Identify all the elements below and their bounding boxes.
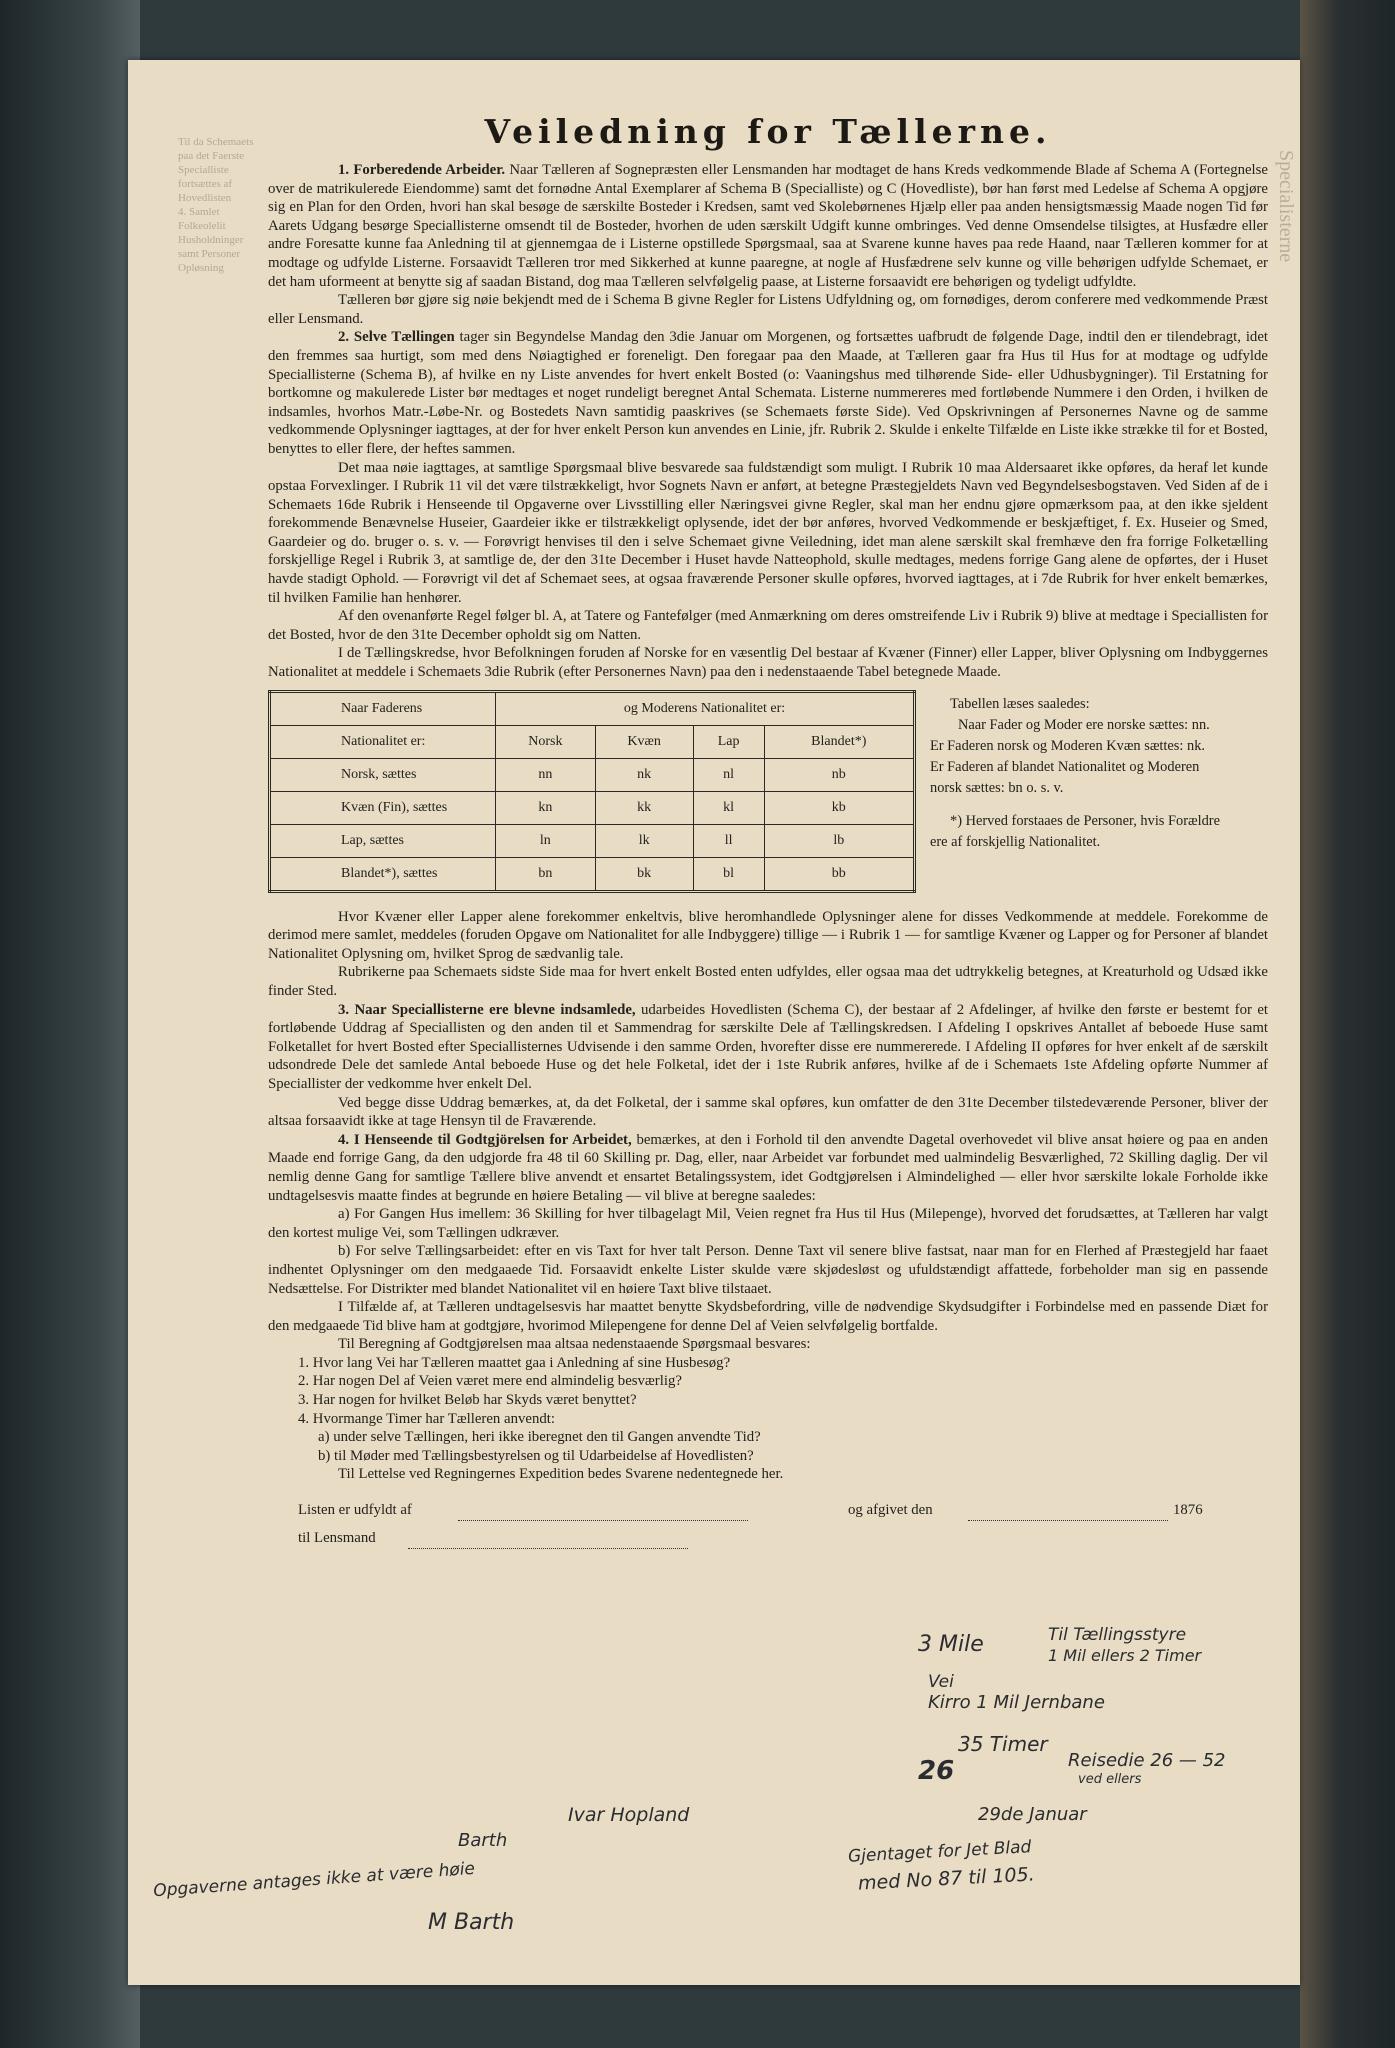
row-label: Kvæn (Fin), sættes: [270, 791, 496, 824]
paragraph-text: Tælleren bør gjøre sig nøie bekjendt med de i Schema B givne Regler for Listens Udfyldning og, om fornødiges, derom conferere med vedkommende Præst eller Lensmand.: [268, 292, 1268, 327]
nationality-table: [268, 690, 916, 893]
document-page: [128, 60, 1300, 1985]
nationality-table-section: [268, 690, 1268, 900]
paragraph-text: Af den ovenanførte Regel følger bl. A, at Tatere og Fantefølger (med Anmærkning om deres omstreifende Liv i Rubrik 9) blive at medtage i Speciallisten for det Bosted, hvor de den 31te December opholdt sig om Natten.: [268, 608, 1268, 643]
question-item: 4. Hvormange Timer har Tælleren anvendt:: [298, 1410, 555, 1427]
filled-by-label: Listen er udfyldt af: [298, 1502, 412, 1519]
table-cell: bk: [595, 857, 693, 891]
table-cell: nl: [693, 758, 764, 791]
table-row: [270, 758, 915, 791]
year: 1876: [1173, 1502, 1203, 1519]
row-label: Blandet*), sættes: [270, 857, 496, 891]
paragraph: [268, 1298, 1268, 1335]
paragraph: [268, 1205, 1268, 1242]
page-title: Veiledning for Tællerne.: [484, 112, 1052, 151]
handwritten-remark-right-2: med No 87 til 105.: [857, 1863, 1036, 1895]
paragraph: [268, 1001, 1268, 1094]
table-cell: bb: [764, 857, 914, 891]
row-label: Lap, sættes: [270, 824, 496, 857]
row-label: Norsk, sættes: [270, 758, 496, 791]
lensmand-label: til Lensmand: [298, 1530, 376, 1547]
paragraph-heading: 3. Naar Speciallisterne ere blevne indsamlede,: [338, 1001, 636, 1018]
paragraph-text: I de Tællingskredse, hvor Befolkningen foruden af Norske for en væsentlig Del bestaar af Kvæner (Finner) eller Lapper, bliver Oplysning om Indbyggernes Nationalitet at meddele i Schemaets 3die Rubrik (efter Personernes Navn) paa den i nedenstaaende Tabel betegnede Maade.: [268, 645, 1268, 681]
lensmand-line: [268, 1526, 1268, 1554]
paragraph: [268, 908, 1268, 964]
table-header-father-2: Nationalitet er:: [270, 725, 496, 758]
handwritten-lensmand: Barth: [458, 1830, 508, 1851]
table-cell: ll: [693, 824, 764, 857]
paragraph-text: Ved begge disse Uddrag bemærkes, at, da det Folketal, der i samme skal opføres, kun omfatter de den 31te December tilstedeværende Personer, bliver der altsaa forsaavidt ikke at tage Hensyn til de Fraværende.: [268, 1094, 1268, 1130]
bleed-through-line: Folkeolelit: [178, 220, 226, 232]
paragraph-text: a) For Gangen Hus imellem: 36 Skilling for hver tilbagelagt Mil, Veien regnet fra Hus til Hus (Milepenge), hvorved det forudsættes, at Tælleren har valgt den kortest mulige Vei, som Tællingen udkræver.: [268, 1206, 1268, 1241]
handwritten-q1-note: Til Tællingsstyre: [1048, 1625, 1187, 1645]
paragraph-heading: 2. Selve Tællingen: [338, 329, 455, 346]
paragraph: [268, 291, 1268, 328]
questions-block: [268, 1335, 1268, 1484]
table-cell: kb: [764, 791, 914, 824]
table-cell: kn: [496, 791, 596, 824]
table-footnote: *) Herved forstaaes de Personer, hvis Forældre ere af forskjellig Nationalitet.: [930, 812, 1220, 850]
handwritten-remark-left: Opgaverne antages ikke at være høie: [152, 1858, 476, 1902]
question-subitem: a) under selve Tællingen, heri ikke iberegnet den til Gangen anvendte Tid?: [318, 1429, 761, 1446]
handwritten-signature: M Barth: [428, 1910, 515, 1935]
paragraph-heading: 4. I Henseende til Godtgjörelsen for Arbeidet,: [338, 1131, 632, 1148]
instructions-part1: [268, 161, 1268, 682]
table-cell: lk: [595, 824, 693, 857]
handwritten-enumerator-name: Ivar Hopland: [568, 1804, 690, 1826]
paragraph-text: Det maa nøie iagttages, at samtlige Spørgsmaal blive besvarede saa fuldstændigt som muligt. I Rubrik 10 maa Aldersaaret ikke opføres, da heraf let kunde opstaa Forvexlinger. I Rubrik 11 vil det være tilstrækkeligt, hvor Sognets Navn er anført, at betegne Præstegjeldets Navn ved Begyndelsesbogstaven. Ved Siden af de i Schemaets 16de Rubrik i Henseende til Opgaverne over Livsstilling eller Næringsvei givne Regler, skal man her endnu gjøre opmærksom paa, at den ikke sjeldent forekommende Benævnelse Huseier, Gaardeier ikke er tilstrækkeligt oplysende, idet der bør anføres, hvorved Vedkommende er beskjæftiget, f. Ex. Huseier og Smed, Gaardeier og do. bruger o. s. v. — Forøvrigt henvises til den i selve Schemaet givne Veiledning, idet man alene særskilt skal fremhæve den fra forrige Folketælling forskjellige Regel i Rubrik 3, at samtlige de, der den 31te December i Huset havde Natteophold, skulle medtages, medens forrige Gang alene de opførtes, der i Huset havde stadigt Ophold. — Forøvrigt vil det af Schemaet sees, at ogsaa fraværende Personer skulle opføres, hvorved iagttages, at i 7de Rubrik for hver enkelt bemærkes, til hvilken Familie han henhører.: [268, 459, 1268, 606]
paragraph-heading: 1. Forberedende Arbeider.: [338, 162, 506, 178]
question-subitem: b) til Møder med Tællingsbestyrelsen og til Udarbeidelse af Hovedlisten?: [318, 1447, 754, 1464]
bleed-through-right: Specialisterne: [1275, 150, 1297, 263]
table-col-header: Lap: [693, 725, 764, 758]
paragraph: [268, 644, 1268, 681]
submitted-label: og afgivet den: [848, 1502, 933, 1519]
scanner-shadow-left: [0, 0, 140, 2048]
table-cell: bl: [693, 857, 764, 891]
paragraph-text: Rubrikerne paa Schemaets sidste Side maa for hvert enkelt Bosted enten udfyldes, eller ogsaa maa det udtrykkelig betegnes, at Kreaturhold og Udsæd ikke finder Sted.: [268, 964, 1268, 999]
paragraph: [268, 607, 1268, 644]
bleed-through-line: Opløsning: [178, 262, 224, 274]
question-item: 2. Har nogen Del af Veien været mere end almindelig besværlig?: [298, 1373, 682, 1390]
table-cell: kl: [693, 791, 764, 824]
table-header-mother: og Moderens Nationalitet er:: [496, 691, 915, 725]
paragraph: [268, 963, 1268, 1000]
paragraph-text: bemærkes, at den i Forhold til den anvendte Dagetal overhovedet vil blive ansat høiere og paa en anden Maade end forrige Gang, da den udgjorde fra 48 til 60 Skilling pr. Dag, eller, naar Arbeidet var forbundet med ualmindelig Besværlighed, 72 Skilling daglig. Der vil nemlig denne Gang for samtlige Tællere blive anvendt et ensartet Betalingssystem, idet Godtgjørelsen i Almindelighed — eller hvor særskilte lokale Forholde ikke undtagelsesvis maatte findes at begrunde en høiere Betaling — vil blive at beregne saaledes:: [268, 1131, 1268, 1204]
table-cell: ln: [496, 824, 596, 857]
table-cell: nn: [496, 758, 596, 791]
table-row: [270, 824, 915, 857]
paragraph-text: Hvor Kvæner eller Lapper alene forekommer enkeltvis, blive heromhandlede Oplysninger alene for disses Vedkommende at meddele. Forekomme de derimod mere samlet, meddeles (foruden Opgave om Nationalitet for alle Indbyggere) tillige — i Rubrik 1 — for samtlige Kvæner og Lapper og for Personer af blandet Nationalitet Oplysning om, hvilket Sprog de sædvanlig tale.: [268, 908, 1268, 962]
paragraph: [268, 1094, 1268, 1131]
paragraph: [268, 161, 1268, 291]
table-col-header: Norsk: [496, 725, 596, 758]
paragraph-text: I Tilfælde af, at Tælleren undtagelsesvis har maattet benytte Skydsbefordring, ville de nødvendige Skydsudgifter i Forbindelse med en passende Diæt for den medgaaede Tid blive ham at godtgjøre, hvorimod Milepengene for denne Del af Veien selvfølgelig bortfalde.: [268, 1299, 1268, 1334]
paragraph: [268, 1131, 1268, 1205]
table-row: [270, 791, 915, 824]
instructions-part2: [268, 908, 1268, 1336]
paragraph: [268, 459, 1268, 608]
table-note-head: Tabellen læses saaledes:: [950, 695, 1090, 712]
table-col-header: Blandet*): [764, 725, 914, 758]
bleed-through-line: Husholdninger: [178, 234, 244, 246]
paragraph-text: Naar Tælleren af Sognepræsten eller Lensmanden har modtaget de hans Kreds vedkommende Blade af Schema A (Fortegnelse over de matrikulerede Eiendomme) samt det fornødne Antal Exemplarer af Schema B (Specialliste) og C (Hovedliste), bør han først med Ledelse af Schema A opgjøre sig en Plan for den Orden, hvori han skal besøge de særskilte Bosteder i Kredsen, samt ved Skolebørnenes Hjælp eller paa anden hensigtsmæssig Maade nogen Tid før Aarets Udgang besørge Speciallisterne omsendt til de Bosteder, hvorhen de uden særskilt Udgift kunne ombringes. Ved denne Omsendelse tilsigtes, at Husfædre eller andre Foresatte kunne faa Anledning til at gjennemgaa de i Listerne opstillede Spørgsmaal, saa at Svarene kunne haves paa rede Haand, naar Tælleren kommer for at modtage og udfylde Listerne. Forsaavidt Tælleren tror med Sikkerhed at kunne paaregne, at nogle af Husfædrene selv kunne og ville behørigen udfylde Schemaet, er det ham uformeent at benytte sig af saadan Bistand, dog maa Tælleren selvfølgelig paase, at Listerne forsaavidt ere behørigen og tydeligt udfyldte.: [268, 162, 1268, 290]
table-cell: bn: [496, 857, 596, 891]
table-note-body: Naar Fader og Moder ere norske sættes: nn. Er Faderen norsk og Moderen Kvæn sættes: nk. Er Faderen af blandet Nationalitet og Moderen norsk sættes: bn o. s. v.: [930, 716, 1210, 796]
table-row: [270, 857, 915, 891]
paragraph-text: udarbeides Hovedlisten (Schema C), der bestaar af 2 Afdelinger, af hvilke den første er bestemt for et fortløbende Uddrag af Speciallisten og den anden til et Sammendrag for særskilte Dele af Tællingskredsen. I Afdeling I opskrives Antallet af beboede Huse samt Folketallet for hvert Bosted efter Speciallisternes Udvisende i den samme Orden, hvorefter disse ere nummererede. I Afdeling II opføres for hver enkelt af de særskilt udsondrede Dele det samlede Antal beboede Huse og det hele Folketal, idet der i 1ste Rubrik anføres, hvilke af de i Schemaets 1ste Afdeling opførte Nummer af Speciallister der vedkomme hver enkelt Del.: [268, 1001, 1268, 1092]
handwritten-q4b-note: Reisedie 26 — 52: [1068, 1750, 1226, 1771]
handwritten-q4a-answer: 26: [918, 1756, 955, 1786]
table-header-father: Naar Faderens: [270, 691, 496, 725]
bleed-through-line: 4. Samlet: [178, 206, 220, 218]
bleed-through-line: Til da Schemaets: [178, 136, 254, 148]
handwritten-q1-answer: 3 Mile: [918, 1632, 984, 1657]
bleed-through-line: fortsættes af: [178, 178, 233, 190]
table-explanation: [930, 694, 1220, 853]
bleed-through-left: [178, 135, 258, 275]
handwritten-q3-answer: Kirro 1 Mil Jernbane: [928, 1692, 1105, 1713]
page-content: [268, 112, 1268, 1554]
paragraph: [268, 1242, 1268, 1298]
bleed-through-line: Hovedlisten: [178, 192, 232, 204]
scanner-shadow-right: [1300, 0, 1395, 2048]
handwritten-date: 29de Januar: [978, 1804, 1087, 1825]
paragraph: [268, 328, 1268, 458]
bleed-through-line: Specialliste: [178, 164, 229, 176]
question-item: 3. Har nogen for hvilket Beløb har Skyds været benyttet?: [298, 1392, 637, 1409]
handwritten-q4b-note2: ved ellers: [1078, 1772, 1142, 1787]
bleed-through-line: paa det Faerste: [178, 150, 244, 162]
handwritten-q2-answer: Vei: [928, 1672, 954, 1692]
paragraph-text: tager sin Begyndelse Mandag den 3die Januar om Morgenen, og fortsættes uafbrudt de følgende Dage, indtil den er tilendebragt, idet den fremmes saa hurtigt, som med dens Nøiagtighed er foreneligt. Den foregaar paa den Maade, at Tælleren gaar fra Hus til Hus for at modtage og udfylde Speciallisterne (Schema B), af hvilke en ny Liste anvendes for hvert enkelt Bosted (o: Vaaningshus med tilhørende Side- eller Udhusbygninger). Til Erstatning for bortkomne og makulerede Lister bør medtages et noget rundeligt beregnet Antal Schemata. Listerne nummereres med fortløbende Nummere i den Orden, i hvilken de indsamles, hvorhos Matr.-Løbe-Nr. og Bostedets Navn samtidig paaskrives (se Schemaets første Side). Ved Opskrivningen af Personernes Navne og de samme vedkommende Oplysninger iagttages, at der for hver enkelt Person kun anvendes en Linie, jfr. Rubrik 2. Skulde i enkelte Tilfælde en Liste ikke strække til for et Bosted, benyttes to eller flere, der heftes sammen.: [268, 329, 1269, 457]
table-cell: lb: [764, 824, 914, 857]
handwritten-q4-answer: 35 Timer: [958, 1732, 1048, 1756]
bleed-through-line: samt Personer: [178, 248, 241, 260]
table-col-header: Kvæn: [595, 725, 693, 758]
paragraph-text: b) For selve Tællingsarbeidet: efter en vis Taxt for hver talt Person. Denne Taxt vil senere blive fastsat, naar man for en Flerhed af Præstegjeld har faaet indhentet Oplysninger om den medgaaede Tid. Forsaavidt enkelte Lister skulde være skjødesløst og ufuldstændigt affattede, forbeholder man sig en passende Nedsættelse. For Distrikter med blandet Nationalitet vil en høiere Taxt blive tilstaaet.: [268, 1243, 1268, 1297]
handwritten-remark-right-1: Gjentaget for Jet Blad: [847, 1837, 1032, 1867]
table-cell: nk: [595, 758, 693, 791]
table-cell: kk: [595, 791, 693, 824]
filled-by-line: [268, 1498, 1268, 1526]
questions-closing: Til Lettelse ved Regningernes Expedition bedes Svarene nedentegnede her.: [338, 1466, 784, 1483]
questions-intro: Til Beregning af Godtgjørelsen maa altsaa nedenstaaende Spørgsmaal besvares:: [338, 1336, 811, 1353]
table-cell: nb: [764, 758, 914, 791]
handwritten-q1-note2: 1 Mil ellers 2 Timer: [1048, 1646, 1202, 1665]
question-item: 1. Hvor lang Vei har Tælleren maattet gaa i Anledning af sine Husbesøg?: [298, 1354, 731, 1371]
